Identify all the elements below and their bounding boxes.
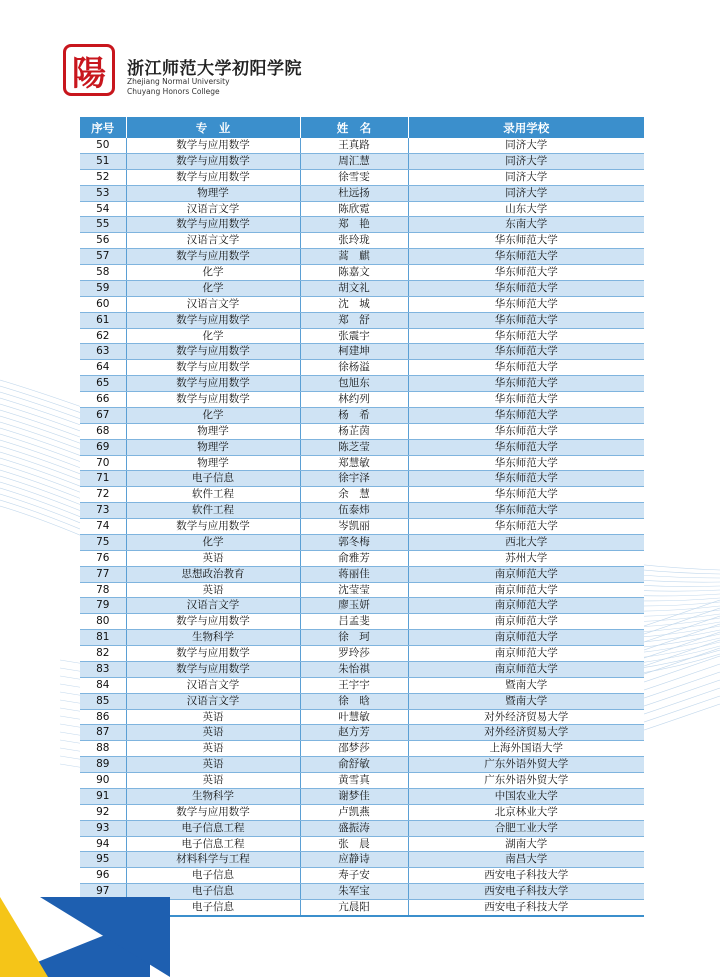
cell-index: 74 xyxy=(80,519,126,535)
cell-major: 数学与应用数学 xyxy=(126,360,300,376)
table-row xyxy=(80,709,644,725)
cell-school: 华东师范大学 xyxy=(408,296,644,312)
cell-index: 89 xyxy=(80,757,126,773)
cell-major: 化学 xyxy=(126,280,300,296)
cell-major: 英语 xyxy=(126,725,300,741)
cell-school: 苏州大学 xyxy=(408,550,644,566)
cell-major: 数学与应用数学 xyxy=(126,344,300,360)
table-row xyxy=(80,153,644,169)
cell-index: 53 xyxy=(80,185,126,201)
table-row xyxy=(80,582,644,598)
cell-school: 同济大学 xyxy=(408,185,644,201)
cell-major: 汉语言文学 xyxy=(126,201,300,217)
cell-name: 卢凯燕 xyxy=(300,804,408,820)
cell-major: 英语 xyxy=(126,773,300,789)
table-row xyxy=(80,280,644,296)
cell-name: 林约列 xyxy=(300,392,408,408)
cell-major: 数学与应用数学 xyxy=(126,519,300,535)
cell-index: 98 xyxy=(80,900,126,916)
cell-name: 吕孟斐 xyxy=(300,614,408,630)
cell-school: 广东外语外贸大学 xyxy=(408,757,644,773)
cell-index: 80 xyxy=(80,614,126,630)
cell-major: 汉语言文学 xyxy=(126,233,300,249)
cell-index: 63 xyxy=(80,344,126,360)
cell-school: 中国农业大学 xyxy=(408,788,644,804)
table-row xyxy=(80,185,644,201)
table-row xyxy=(80,376,644,392)
cell-index: 93 xyxy=(80,820,126,836)
cell-school: 同济大学 xyxy=(408,169,644,185)
cell-school: 同济大学 xyxy=(408,138,644,153)
cell-major: 电子信息工程 xyxy=(126,820,300,836)
cell-school: 华东师范大学 xyxy=(408,312,644,328)
cell-index: 62 xyxy=(80,328,126,344)
cell-major: 物理学 xyxy=(126,455,300,471)
table-row xyxy=(80,296,644,312)
cell-major: 电子信息 xyxy=(126,884,300,900)
table-row xyxy=(80,868,644,884)
cell-name: 郑慧敏 xyxy=(300,455,408,471)
cell-index: 81 xyxy=(80,630,126,646)
cell-index: 97 xyxy=(80,884,126,900)
cell-index: 85 xyxy=(80,693,126,709)
cell-name: 俞舒敏 xyxy=(300,757,408,773)
col-header-major: 专 业 xyxy=(126,117,300,138)
cell-major: 英语 xyxy=(126,741,300,757)
cell-school: 西安电子科技大学 xyxy=(408,868,644,884)
cell-major: 数学与应用数学 xyxy=(126,249,300,265)
cell-name: 张 晨 xyxy=(300,836,408,852)
cell-index: 88 xyxy=(80,741,126,757)
cell-name: 郑 艳 xyxy=(300,217,408,233)
table-row xyxy=(80,217,644,233)
corner-decoration-blue xyxy=(40,897,170,977)
table-row xyxy=(80,661,644,677)
table-row xyxy=(80,550,644,566)
cell-index: 69 xyxy=(80,439,126,455)
cell-major: 数学与应用数学 xyxy=(126,169,300,185)
cell-index: 83 xyxy=(80,661,126,677)
table-row xyxy=(80,407,644,423)
cell-school: 西安电子科技大学 xyxy=(408,884,644,900)
table-row xyxy=(80,757,644,773)
cell-name: 伍泰炜 xyxy=(300,503,408,519)
cell-name: 徐杨溢 xyxy=(300,360,408,376)
cell-major: 化学 xyxy=(126,328,300,344)
cell-name: 俞雅芳 xyxy=(300,550,408,566)
table-row xyxy=(80,138,644,153)
table-row xyxy=(80,439,644,455)
cell-major: 电子信息 xyxy=(126,868,300,884)
cell-school: 华东师范大学 xyxy=(408,487,644,503)
cell-major: 数学与应用数学 xyxy=(126,804,300,820)
cell-name: 徐 珂 xyxy=(300,630,408,646)
cell-name: 余 慧 xyxy=(300,487,408,503)
table-row xyxy=(80,614,644,630)
cell-major: 数学与应用数学 xyxy=(126,138,300,153)
cell-school: 西安电子科技大学 xyxy=(408,900,644,916)
cell-school: 东南大学 xyxy=(408,217,644,233)
cell-school: 华东师范大学 xyxy=(408,265,644,281)
table-header-row xyxy=(80,117,644,138)
table-row xyxy=(80,725,644,741)
table-row xyxy=(80,423,644,439)
cell-school: 暨南大学 xyxy=(408,677,644,693)
cell-index: 66 xyxy=(80,392,126,408)
cell-name: 陈芝莹 xyxy=(300,439,408,455)
cell-school: 南京师范大学 xyxy=(408,646,644,662)
table-row xyxy=(80,534,644,550)
college-name-en-line1: Zhejiang Normal University xyxy=(127,77,230,86)
cell-major: 汉语言文学 xyxy=(126,296,300,312)
cell-school: 南京师范大学 xyxy=(408,566,644,582)
table-row xyxy=(80,169,644,185)
cell-index: 56 xyxy=(80,233,126,249)
cell-major: 英语 xyxy=(126,757,300,773)
table-row xyxy=(80,249,644,265)
cell-name: 王宇宇 xyxy=(300,677,408,693)
cell-school: 南昌大学 xyxy=(408,852,644,868)
cell-name: 杜远扬 xyxy=(300,185,408,201)
cell-index: 90 xyxy=(80,773,126,789)
cell-index: 60 xyxy=(80,296,126,312)
cell-school: 华东师范大学 xyxy=(408,328,644,344)
cell-name: 廖玉妍 xyxy=(300,598,408,614)
cell-index: 52 xyxy=(80,169,126,185)
table-body xyxy=(80,138,644,916)
cell-school: 对外经济贸易大学 xyxy=(408,709,644,725)
cell-school: 上海外国语大学 xyxy=(408,741,644,757)
cell-index: 91 xyxy=(80,788,126,804)
cell-school: 南京师范大学 xyxy=(408,614,644,630)
cell-school: 华东师范大学 xyxy=(408,455,644,471)
cell-name: 叶慧敏 xyxy=(300,709,408,725)
admission-table-container xyxy=(80,117,644,917)
cell-major: 化学 xyxy=(126,534,300,550)
cell-major: 数学与应用数学 xyxy=(126,661,300,677)
cell-major: 汉语言文学 xyxy=(126,693,300,709)
cell-major: 生物科学 xyxy=(126,788,300,804)
cell-name: 岑凯丽 xyxy=(300,519,408,535)
table-row xyxy=(80,487,644,503)
cell-school: 华东师范大学 xyxy=(408,423,644,439)
cell-school: 广东外语外贸大学 xyxy=(408,773,644,789)
cell-school: 华东师范大学 xyxy=(408,392,644,408)
cell-index: 73 xyxy=(80,503,126,519)
cell-index: 82 xyxy=(80,646,126,662)
table-row xyxy=(80,392,644,408)
cell-index: 92 xyxy=(80,804,126,820)
table-row xyxy=(80,693,644,709)
table-row xyxy=(80,741,644,757)
cell-major: 数学与应用数学 xyxy=(126,153,300,169)
cell-index: 55 xyxy=(80,217,126,233)
cell-name: 黄雪真 xyxy=(300,773,408,789)
cell-school: 华东师范大学 xyxy=(408,471,644,487)
cell-school: 华东师范大学 xyxy=(408,439,644,455)
cell-major: 软件工程 xyxy=(126,503,300,519)
college-seal-logo: 陽 xyxy=(63,44,115,96)
cell-name: 周汇慧 xyxy=(300,153,408,169)
cell-major: 思想政治教育 xyxy=(126,566,300,582)
table-row xyxy=(80,804,644,820)
cell-index: 70 xyxy=(80,455,126,471)
cell-index: 94 xyxy=(80,836,126,852)
cell-major: 电子信息工程 xyxy=(126,836,300,852)
cell-school: 西北大学 xyxy=(408,534,644,550)
cell-school: 南京师范大学 xyxy=(408,661,644,677)
table-row xyxy=(80,836,644,852)
cell-name: 朱军宝 xyxy=(300,884,408,900)
cell-name: 盛振涛 xyxy=(300,820,408,836)
table-row xyxy=(80,455,644,471)
cell-school: 同济大学 xyxy=(408,153,644,169)
cell-index: 61 xyxy=(80,312,126,328)
cell-name: 杨 希 xyxy=(300,407,408,423)
cell-major: 电子信息 xyxy=(126,471,300,487)
cell-school: 暨南大学 xyxy=(408,693,644,709)
cell-name: 赵方芳 xyxy=(300,725,408,741)
cell-major: 汉语言文学 xyxy=(126,677,300,693)
table-row xyxy=(80,312,644,328)
cell-name: 杨芷茵 xyxy=(300,423,408,439)
cell-index: 58 xyxy=(80,265,126,281)
cell-index: 72 xyxy=(80,487,126,503)
cell-name: 谢梦佳 xyxy=(300,788,408,804)
college-name: 浙江师范大学初阳学院 xyxy=(127,59,302,79)
cell-name: 包旭东 xyxy=(300,376,408,392)
cell-school: 山东大学 xyxy=(408,201,644,217)
cell-school: 华东师范大学 xyxy=(408,519,644,535)
cell-major: 数学与应用数学 xyxy=(126,614,300,630)
cell-major: 材料科学与工程 xyxy=(126,852,300,868)
col-header-school: 录用学校 xyxy=(408,117,644,138)
table-row xyxy=(80,773,644,789)
cell-name: 沈 城 xyxy=(300,296,408,312)
cell-school: 北京林业大学 xyxy=(408,804,644,820)
cell-major: 电子信息 xyxy=(126,900,300,916)
cell-name: 徐宇泽 xyxy=(300,471,408,487)
cell-school: 对外经济贸易大学 xyxy=(408,725,644,741)
cell-major: 数学与应用数学 xyxy=(126,376,300,392)
cell-major: 物理学 xyxy=(126,439,300,455)
cell-name: 张玲珑 xyxy=(300,233,408,249)
cell-index: 78 xyxy=(80,582,126,598)
cell-index: 84 xyxy=(80,677,126,693)
table-row xyxy=(80,598,644,614)
cell-index: 77 xyxy=(80,566,126,582)
cell-index: 79 xyxy=(80,598,126,614)
cell-school: 华东师范大学 xyxy=(408,407,644,423)
college-name-en-line2: Chuyang Honors College xyxy=(127,87,220,96)
cell-index: 51 xyxy=(80,153,126,169)
admission-table xyxy=(80,117,644,917)
cell-school: 华东师范大学 xyxy=(408,376,644,392)
cell-major: 英语 xyxy=(126,709,300,725)
cell-index: 65 xyxy=(80,376,126,392)
cell-major: 英语 xyxy=(126,582,300,598)
table-row xyxy=(80,360,644,376)
cell-name: 应静诗 xyxy=(300,852,408,868)
cell-major: 数学与应用数学 xyxy=(126,217,300,233)
cell-name: 蒿 麒 xyxy=(300,249,408,265)
cell-name: 王真路 xyxy=(300,138,408,153)
cell-index: 76 xyxy=(80,550,126,566)
cell-name: 罗玲莎 xyxy=(300,646,408,662)
cell-major: 数学与应用数学 xyxy=(126,392,300,408)
cell-school: 南京师范大学 xyxy=(408,582,644,598)
cell-name: 寿子安 xyxy=(300,868,408,884)
cell-name: 沈莹莹 xyxy=(300,582,408,598)
cell-major: 物理学 xyxy=(126,423,300,439)
cell-major: 化学 xyxy=(126,265,300,281)
table-row xyxy=(80,201,644,217)
cell-name: 徐 晗 xyxy=(300,693,408,709)
cell-index: 64 xyxy=(80,360,126,376)
table-row xyxy=(80,646,644,662)
cell-major: 生物科学 xyxy=(126,630,300,646)
col-header-name: 姓 名 xyxy=(300,117,408,138)
cell-school: 华东师范大学 xyxy=(408,233,644,249)
table-row xyxy=(80,566,644,582)
cell-name: 邵梦莎 xyxy=(300,741,408,757)
table-row xyxy=(80,519,644,535)
table-row xyxy=(80,471,644,487)
table-row xyxy=(80,503,644,519)
cell-name: 陈欣霓 xyxy=(300,201,408,217)
cell-name: 张震宇 xyxy=(300,328,408,344)
cell-index: 57 xyxy=(80,249,126,265)
cell-name: 蒋丽佳 xyxy=(300,566,408,582)
cell-index: 87 xyxy=(80,725,126,741)
col-header-index: 序号 xyxy=(80,117,126,138)
cell-name: 郭冬梅 xyxy=(300,534,408,550)
table-row xyxy=(80,630,644,646)
cell-name: 郑 舒 xyxy=(300,312,408,328)
cell-name: 亢晨阳 xyxy=(300,900,408,916)
cell-school: 华东师范大学 xyxy=(408,280,644,296)
cell-index: 75 xyxy=(80,534,126,550)
cell-name: 徐雪雯 xyxy=(300,169,408,185)
cell-major: 汉语言文学 xyxy=(126,598,300,614)
cell-school: 湖南大学 xyxy=(408,836,644,852)
cell-major: 数学与应用数学 xyxy=(126,646,300,662)
cell-school: 华东师范大学 xyxy=(408,249,644,265)
table-row xyxy=(80,233,644,249)
cell-index: 96 xyxy=(80,868,126,884)
cell-school: 华东师范大学 xyxy=(408,344,644,360)
cell-school: 华东师范大学 xyxy=(408,360,644,376)
cell-index: 86 xyxy=(80,709,126,725)
cell-major: 软件工程 xyxy=(126,487,300,503)
cell-name: 胡文礼 xyxy=(300,280,408,296)
cell-major: 化学 xyxy=(126,407,300,423)
table-row xyxy=(80,328,644,344)
cell-name: 陈嘉文 xyxy=(300,265,408,281)
cell-index: 67 xyxy=(80,407,126,423)
cell-school: 南京师范大学 xyxy=(408,630,644,646)
cell-school: 华东师范大学 xyxy=(408,503,644,519)
cell-index: 54 xyxy=(80,201,126,217)
cell-name: 柯建坤 xyxy=(300,344,408,360)
cell-index: 71 xyxy=(80,471,126,487)
cell-index: 59 xyxy=(80,280,126,296)
table-row xyxy=(80,788,644,804)
table-row xyxy=(80,820,644,836)
cell-index: 68 xyxy=(80,423,126,439)
table-row xyxy=(80,265,644,281)
table-row xyxy=(80,344,644,360)
cell-major: 英语 xyxy=(126,550,300,566)
cell-name: 朱怡祺 xyxy=(300,661,408,677)
cell-major: 物理学 xyxy=(126,185,300,201)
cell-index: 95 xyxy=(80,852,126,868)
cell-school: 合肥工业大学 xyxy=(408,820,644,836)
table-row xyxy=(80,677,644,693)
cell-index: 50 xyxy=(80,138,126,153)
table-row xyxy=(80,852,644,868)
cell-major: 数学与应用数学 xyxy=(126,312,300,328)
cell-school: 南京师范大学 xyxy=(408,598,644,614)
